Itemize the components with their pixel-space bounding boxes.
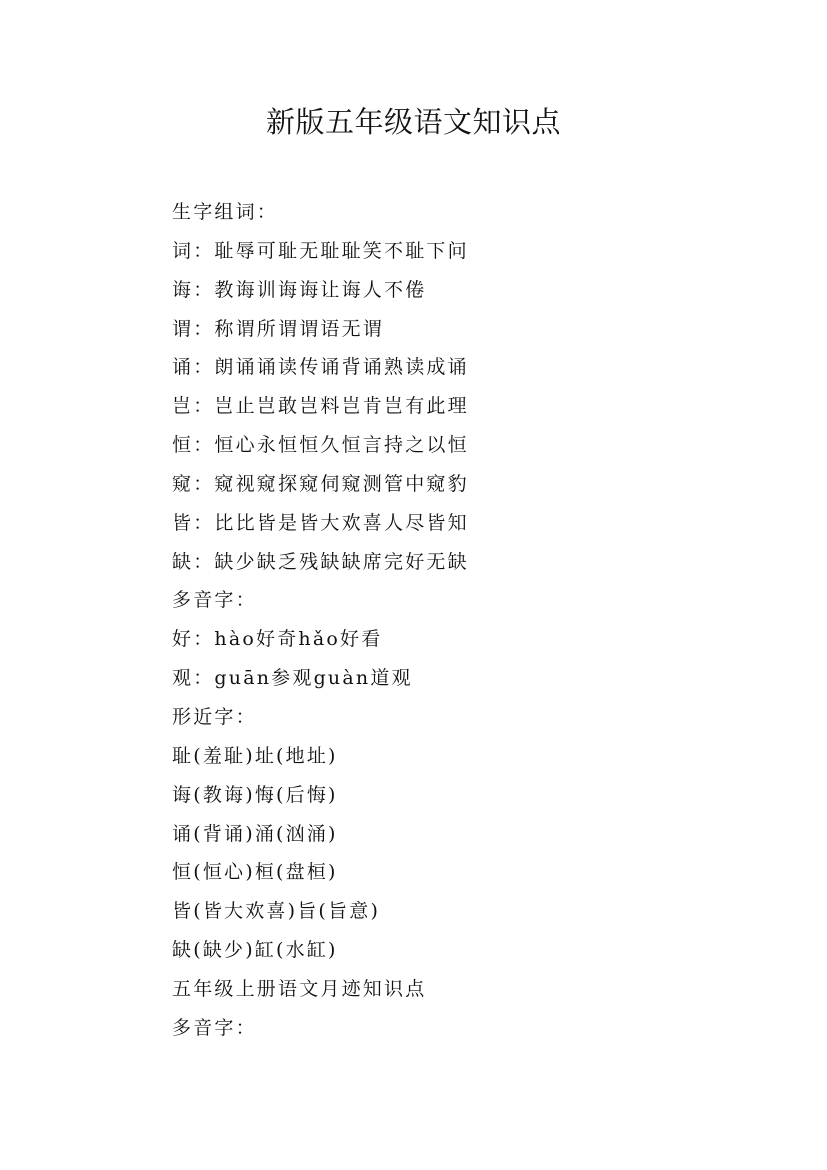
section-heading-polyphones: 多音字：: [172, 589, 257, 612]
text-line: 岂：岂止岂敢岂料岂肯岂有此理: [172, 395, 469, 418]
text-line: 恒：恒心永恒恒久恒言持之以恒: [172, 434, 469, 457]
text-line: 缺(缺少)缸(水缸): [172, 939, 338, 962]
text-line: 好：hào好奇hǎo好看: [172, 628, 383, 651]
text-line: 恒(恒心)桓(盘桓): [172, 861, 338, 884]
text-line: 耻(羞耻)址(地址): [172, 744, 338, 767]
text-line: 诵(背诵)涌(汹涌): [172, 822, 338, 845]
document-title: 新版五年级语文知识点: [265, 105, 561, 139]
section-heading-yueji: 五年级上册语文月迹知识点: [172, 977, 427, 1000]
text-line: 诲(教诲)悔(后悔): [172, 783, 338, 806]
document-body: [172, 193, 732, 1048]
text-line: 谓：称谓所谓谓语无谓: [172, 317, 385, 340]
text-line: 诲：教诲训诲诲让诲人不倦: [172, 278, 427, 301]
section-heading-vocabulary: 生字组词：: [172, 201, 279, 223]
text-line: 皆(皆大欢喜)旨(旨意): [172, 900, 381, 923]
text-line: 观：guān参观guàn道观: [172, 667, 413, 690]
text-line: 皆：比比皆是皆大欢喜人尽皆知: [172, 511, 469, 534]
text-line: 诵：朗诵诵读传诵背诵熟读成诵: [172, 356, 469, 379]
text-line: 窥：窥视窥探窥伺窥测管中窥豹: [172, 472, 469, 495]
section-heading-polyphones: 多音字：: [172, 1016, 257, 1039]
text-line: 词：耻辱可耻无耻耻笑不耻下问: [172, 239, 469, 262]
text-line: 缺：缺少缺乏残缺缺席完好无缺: [172, 550, 469, 573]
section-heading-similar-characters: 形近字：: [172, 705, 257, 728]
